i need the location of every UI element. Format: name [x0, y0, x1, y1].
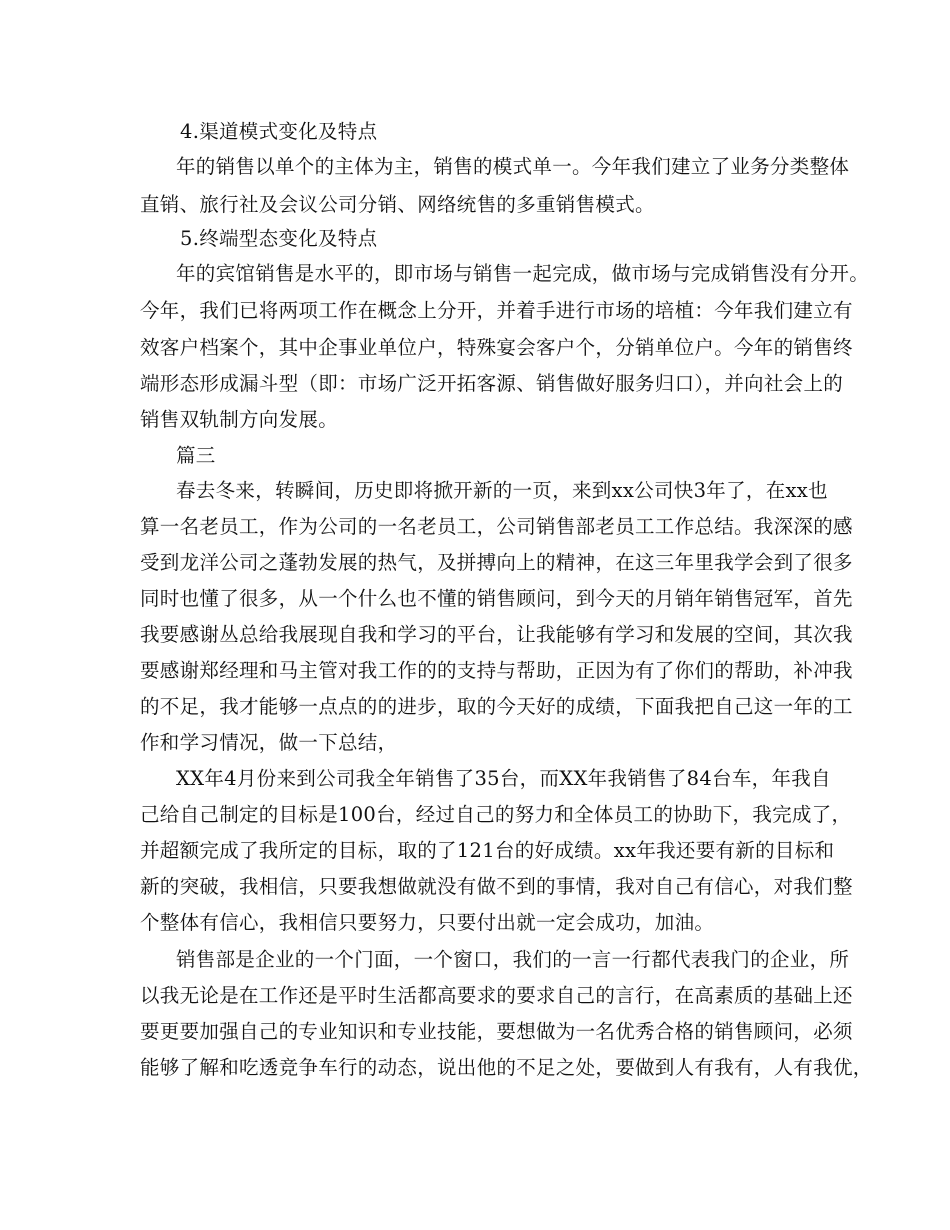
section-heading-channel: 4.渠道模式变化及特点 — [180, 120, 378, 143]
section-heading-part-three: 篇三 — [176, 444, 216, 467]
paragraph-line: 个整体有信心，我相信只要努力，只要付出就一定会成功，加油。 — [140, 911, 715, 934]
paragraph-line: XX年4月份来到公司我全年销售了35台，而XX年我销售了84台车，年我自 — [176, 767, 831, 790]
paragraph-line: 春去冬来，转瞬间，历史即将掀开新的一页，来到xx公司快3年了，在xx也 — [176, 479, 828, 502]
paragraph-line: 年的宾馆销售是水平的，即市场与销售一起完成，做市场与完成销售没有分开。 — [176, 262, 870, 285]
paragraph-line: 己给自己制定的目标是100台，经过自己的努力和全体员工的协助下，我完成了， — [140, 803, 852, 826]
paragraph-line: 作和学习情况，做一下总结， — [140, 731, 398, 754]
paragraph-line: 能够了解和吃透竞争车行的动态，说出他的不足之处，要做到人有我有，人有我优， — [140, 1056, 873, 1079]
paragraph-line: 今年，我们已将两项工作在概念上分开，并着手进行市场的培植：今年我们建立有 — [140, 299, 853, 322]
paragraph-line: 受到龙洋公司之蓬勃发展的热气，及拼搏向上的精神，在这三年里我学会到了很多 — [140, 551, 853, 574]
paragraph-line: 的不足，我才能够一点点的的进步，取的今天好的成绩，下面我把自己这一年的工 — [140, 695, 853, 718]
paragraph-line: 年的销售以单个的主体为主，销售的模式单一。今年我们建立了业务分类整体 — [176, 155, 850, 178]
paragraph-line: 并超额完成了我所定的目标，取的了121台的好成绩。xx年我还要有新的目标和 — [140, 839, 835, 862]
paragraph-line: 效客户档案个，其中企事业单位户，特殊宴会客户个，分销单位户。今年的销售终 — [140, 336, 853, 359]
paragraph-line: 端形态形成漏斗型（即：市场广泛开拓客源、销售做好服务归口），并向社会上的 — [140, 372, 844, 395]
paragraph-line: 以我无论是在工作还是平时生活都高要求的要求自己的言行，在高素质的基础上还 — [140, 984, 853, 1007]
paragraph-line: 直销、旅行社及会议公司分销、网络统售的多重销售模式。 — [140, 193, 655, 216]
section-heading-terminal: 5.终端型态变化及特点 — [180, 227, 378, 250]
paragraph-line: 新的突破，我相信，只要我想做就没有做不到的事情，我对自己有信心，对我们整 — [140, 875, 853, 898]
paragraph-line: 我要感谢丛总给我展现自我和学习的平台，让我能够有学习和发展的空间，其次我 — [140, 623, 853, 646]
paragraph-line: 同时也懂了很多，从一个什么也不懂的销售顾问，到今天的月销年销售冠军，首先 — [140, 587, 853, 610]
paragraph-line: 销售部是企业的一个门面，一个窗口，我们的一言一行都代表我门的企业，所 — [176, 948, 850, 971]
paragraph-line: 要感谢郑经理和马主管对我工作的的支持与帮助，正因为有了你们的帮助，补冲我 — [140, 659, 853, 682]
paragraph-line: 销售双轨制方向发展。 — [140, 408, 339, 431]
paragraph-line: 算一名老员工，作为公司的一名老员工，公司销售部老员工工作总结。我深深的感 — [140, 515, 853, 538]
paragraph-line: 要更要加强自己的专业知识和专业技能，要想做为一名优秀合格的销售顾问，必须 — [140, 1020, 853, 1043]
